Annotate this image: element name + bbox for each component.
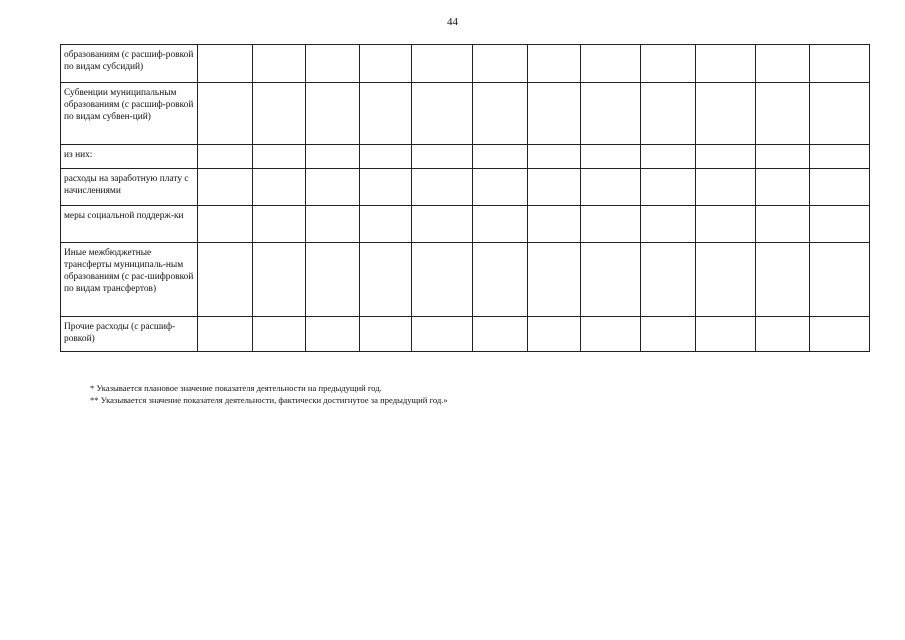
table-cell xyxy=(528,45,581,83)
table-row xyxy=(61,83,870,145)
table-row xyxy=(61,145,870,169)
table-cell xyxy=(473,317,528,352)
row-label: Иные межбюджетные трансферты муниципаль-ным образованиям (с рас-шифровкой по видам трансфертов) xyxy=(61,243,198,317)
table-cell xyxy=(696,45,756,83)
table-cell xyxy=(528,145,581,169)
table-cell xyxy=(581,169,641,206)
table-cell xyxy=(306,317,360,352)
table-cell xyxy=(198,169,253,206)
table-cell xyxy=(360,317,412,352)
table-cell xyxy=(412,206,473,243)
table-cell xyxy=(360,45,412,83)
table-cell xyxy=(473,206,528,243)
table-cell xyxy=(696,317,756,352)
row-label: из них: xyxy=(61,145,198,169)
table-cell xyxy=(412,45,473,83)
table-cell xyxy=(641,243,696,317)
table-cell xyxy=(306,145,360,169)
table-cell xyxy=(473,243,528,317)
table-cell xyxy=(528,169,581,206)
page-number: 44 xyxy=(447,16,458,28)
table-cell xyxy=(696,145,756,169)
table-cell xyxy=(253,169,306,206)
table-cell xyxy=(810,317,870,352)
row-label: Субвенции муниципальным образованиям (с расшиф-ровкой по видам субвен-ций) xyxy=(61,83,198,145)
table-cell xyxy=(696,169,756,206)
table-cell xyxy=(581,45,641,83)
table-cell xyxy=(198,206,253,243)
table-cell xyxy=(198,45,253,83)
table-cell xyxy=(412,317,473,352)
table-cell xyxy=(412,83,473,145)
table-cell xyxy=(696,243,756,317)
table-cell xyxy=(412,243,473,317)
table-cell xyxy=(198,83,253,145)
table-cell xyxy=(810,145,870,169)
table-cell xyxy=(306,243,360,317)
table-cell xyxy=(641,317,696,352)
table-cell xyxy=(528,317,581,352)
row-label: Прочие расходы (с расшиф-ровкой) xyxy=(61,317,198,352)
table-cell xyxy=(641,206,696,243)
table-cell xyxy=(756,243,810,317)
table-cell xyxy=(581,317,641,352)
table-cell xyxy=(253,45,306,83)
row-label: расходы на заработную плату с начислениями xyxy=(61,169,198,206)
table-cell xyxy=(581,145,641,169)
table-cell xyxy=(696,206,756,243)
table-cell xyxy=(810,206,870,243)
footnote: ** Указывается значение показателя деятельности, фактически достигнутое за предыдущий год.» xyxy=(90,395,448,405)
table-cell xyxy=(528,83,581,145)
table-cell xyxy=(641,45,696,83)
table-row xyxy=(61,317,870,352)
table-cell xyxy=(696,83,756,145)
table-cell xyxy=(581,83,641,145)
table-cell xyxy=(360,169,412,206)
row-label: образованиям (с расшиф-ровкой по видам субсидий) xyxy=(61,45,198,83)
table-cell xyxy=(756,169,810,206)
table-cell xyxy=(473,169,528,206)
table-cell xyxy=(641,83,696,145)
table-cell xyxy=(253,83,306,145)
table-cell xyxy=(756,45,810,83)
table-cell xyxy=(253,317,306,352)
table-cell xyxy=(360,243,412,317)
table-cell xyxy=(306,206,360,243)
table-cell xyxy=(253,206,306,243)
table-row xyxy=(61,206,870,243)
table-row xyxy=(61,45,870,83)
table-cell xyxy=(581,206,641,243)
table-cell xyxy=(360,206,412,243)
data-table xyxy=(60,44,870,352)
table-cell xyxy=(412,169,473,206)
table-cell xyxy=(306,83,360,145)
table-cell xyxy=(306,169,360,206)
table-cell xyxy=(810,243,870,317)
table-cell xyxy=(306,45,360,83)
table-cell xyxy=(253,145,306,169)
table-cell xyxy=(756,145,810,169)
table-cell xyxy=(198,317,253,352)
table-cell xyxy=(473,145,528,169)
table-cell xyxy=(641,169,696,206)
table-cell xyxy=(641,145,696,169)
table-cell xyxy=(412,145,473,169)
table-cell xyxy=(581,243,641,317)
table-cell xyxy=(810,45,870,83)
footnotes xyxy=(90,382,448,406)
table-cell xyxy=(810,83,870,145)
table-cell xyxy=(528,206,581,243)
table-row xyxy=(61,243,870,317)
table-cell xyxy=(756,317,810,352)
table-cell xyxy=(756,83,810,145)
table-cell xyxy=(253,243,306,317)
table-cell xyxy=(473,83,528,145)
table-cell xyxy=(528,243,581,317)
table-cell xyxy=(810,169,870,206)
row-label: меры социальной поддерж-ки xyxy=(61,206,198,243)
table-cell xyxy=(198,145,253,169)
table-cell xyxy=(473,45,528,83)
table-row xyxy=(61,169,870,206)
table-cell xyxy=(198,243,253,317)
footnote: * Указывается плановое значение показателя деятельности на предыдущий год. xyxy=(90,383,382,393)
table-cell xyxy=(360,83,412,145)
table-cell xyxy=(360,145,412,169)
table-cell xyxy=(756,206,810,243)
